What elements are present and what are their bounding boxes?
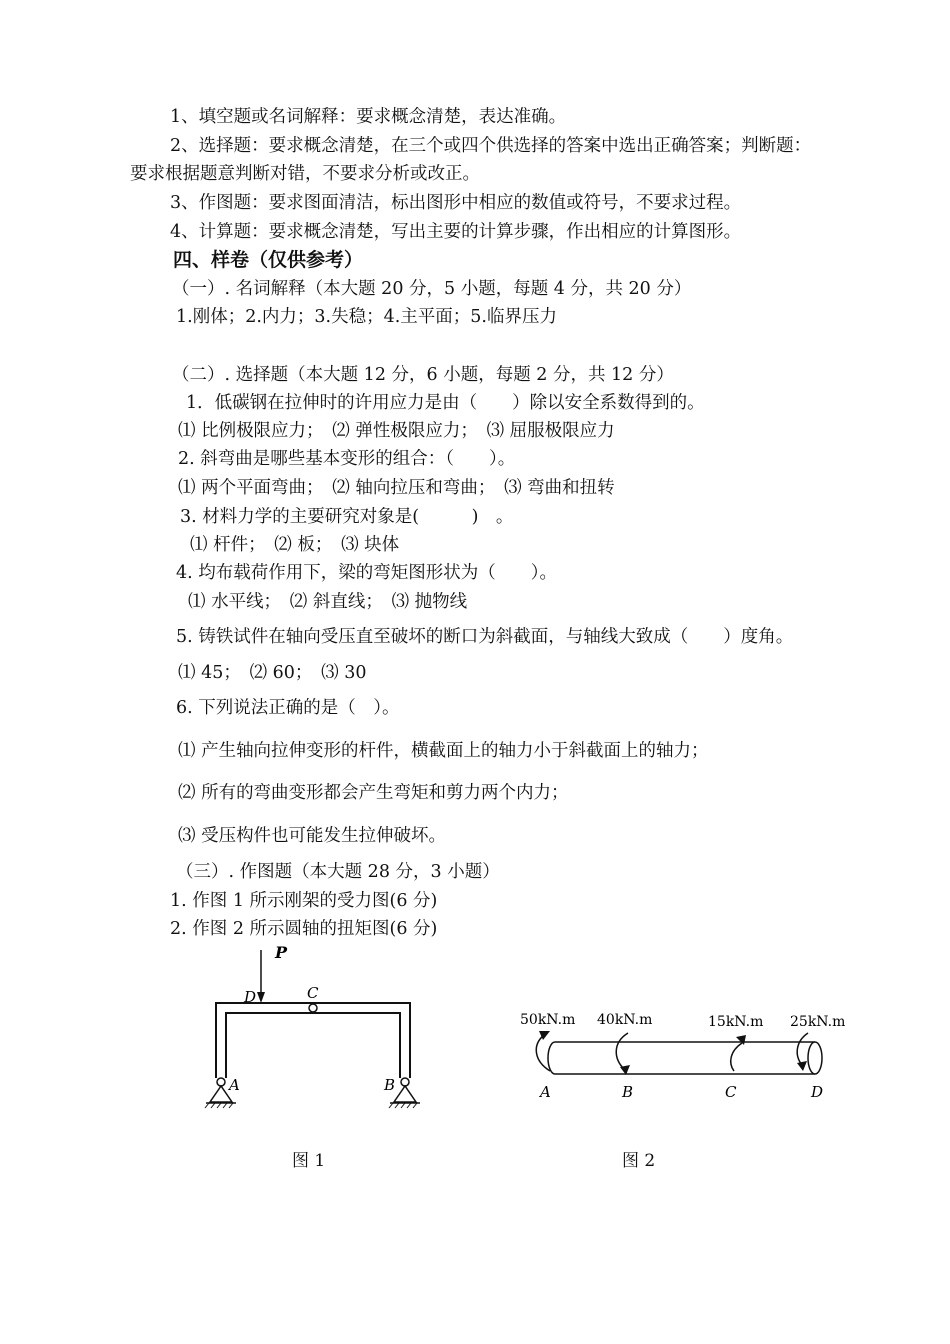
- part3-question-1: 1. 作图 1 所示刚架的受力图(6 分): [170, 891, 438, 911]
- part1-items: 1.刚体；2.内力；3.失稳；4.主平面；5.临界压力: [176, 307, 557, 327]
- question-2-options: ⑴ 两个平面弯曲； ⑵ 轴向拉压和弯曲； ⑶ 弯曲和扭转: [178, 478, 615, 498]
- figure-2-shaft-diagram: [510, 1005, 855, 1110]
- question-5-options: ⑴ 45； ⑵ 60； ⑶ 30: [178, 663, 367, 683]
- part3-title: （三）. 作图题（本大题 28 分，3 小题）: [176, 862, 500, 882]
- section-title: 四、样卷（仅供参考）: [173, 249, 364, 271]
- moment-label-a: 50kN.m: [520, 1012, 576, 1028]
- label-p: P: [275, 943, 288, 962]
- label-b: B: [384, 1076, 396, 1094]
- question-6-option-1: ⑴ 产生轴向拉伸变形的杆件，横截面上的轴力小于斜截面上的轴力；: [178, 741, 709, 761]
- shaft-label-d: D: [811, 1083, 824, 1101]
- label-d: D: [244, 988, 257, 1006]
- question-3: 3. 材料力学的主要研究对象是( ) 。: [180, 507, 514, 527]
- question-5: 5. 铸铁试件在轴向受压直至破坏的断口为斜截面，与轴线大致成（ ）度角。: [176, 627, 794, 647]
- question-2: 2. 斜弯曲是哪些基本变形的组合：（ ）。: [178, 449, 516, 469]
- requirement-line-2: 2、选择题：要求概念清楚，在三个或四个供选择的答案中选出正确答案；判断题：: [170, 136, 812, 156]
- shaft-label-a: A: [540, 1083, 551, 1101]
- question-1: 1．低碳钢在拉伸时的许用应力是由（ ）除以安全系数得到的。: [186, 393, 705, 413]
- load-arrow-head: [257, 992, 265, 1003]
- torque-arrow-d-icon: [797, 1033, 808, 1071]
- figure-1-frame-diagram: [195, 940, 445, 1120]
- figure-2-caption: 图 2: [622, 1151, 656, 1171]
- requirement-line-3: 要求根据题意判断对错，不要求分析或改正。: [130, 164, 480, 184]
- part1-title: （一）. 名词解释（本大题 20 分，5 小题，每题 4 分，共 20 分）: [172, 279, 692, 299]
- question-6-option-3: ⑶ 受压构件也可能发生拉伸破坏。: [178, 826, 447, 846]
- requirement-line-5: 4、计算题：要求概念清楚，写出主要的计算步骤，作出相应的计算图形。: [170, 222, 742, 242]
- question-1-options: ⑴ 比例极限应力； ⑵ 弹性极限应力； ⑶ 屈服极限应力: [178, 421, 615, 441]
- moment-label-b: 40kN.m: [597, 1012, 653, 1028]
- moment-label-c: 15kN.m: [708, 1014, 764, 1030]
- question-3-options: ⑴ 杆件； ⑵ 板； ⑶ 块体: [190, 535, 400, 555]
- shaft-label-c: C: [725, 1083, 737, 1101]
- torque-arrow-b-icon: [616, 1033, 630, 1075]
- requirement-line-4: 3、作图题：要求图面清洁，标出图形中相应的数值或符号，不要求过程。: [170, 193, 742, 213]
- moment-label-d: 25kN.m: [790, 1014, 846, 1030]
- question-6-option-2: ⑵ 所有的弯曲变形都会产生弯矩和剪力两个内力；: [178, 783, 569, 803]
- part3-question-2: 2. 作图 2 所示圆轴的扭矩图(6 分): [170, 919, 438, 939]
- shaft-label-b: B: [622, 1083, 634, 1101]
- hinge-c: [309, 1004, 317, 1012]
- torque-arrow-c-icon: [731, 1035, 746, 1071]
- label-c: C: [307, 984, 319, 1002]
- question-4-options: ⑴ 水平线； ⑵ 斜直线； ⑶ 抛物线: [188, 592, 468, 612]
- requirement-line-1: 1、填空题或名词解释：要求概念清楚，表达准确。: [170, 107, 567, 127]
- label-a: A: [229, 1076, 240, 1094]
- question-6: 6. 下列说法正确的是（ ）。: [176, 698, 400, 718]
- figure-1-caption: 图 1: [292, 1151, 326, 1171]
- part2-title: （二）. 选择题（本大题 12 分，6 小题，每题 2 分，共 12 分）: [172, 365, 674, 385]
- question-4: 4. 均布载荷作用下，梁的弯矩图形状为（ ）。: [176, 563, 558, 583]
